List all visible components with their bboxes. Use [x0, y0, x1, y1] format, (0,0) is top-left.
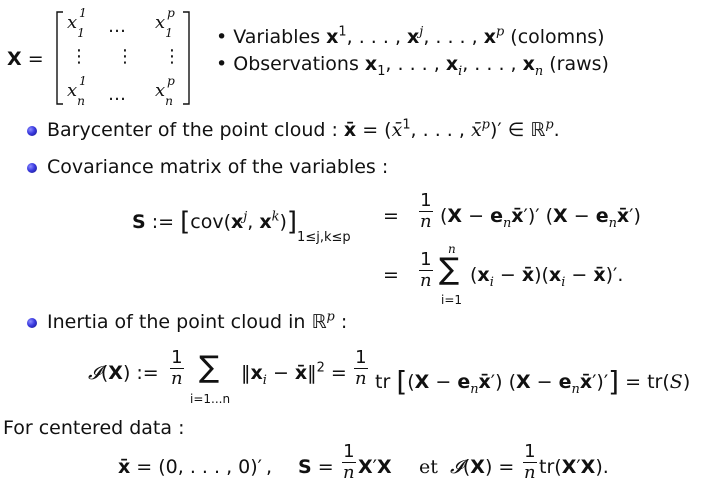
matrix-cell-2-1: ⋮ — [70, 46, 88, 67]
centered-comma: , — [266, 456, 273, 478]
matrix-cell-3-3: $x_n^p$ — [155, 74, 175, 108]
bullet-icon — [27, 318, 37, 328]
inertia-lhs: 𝓘(X) := — [88, 362, 159, 384]
sum-symbol: ∑ — [439, 252, 460, 287]
centered-et: et — [419, 456, 438, 478]
matrix-cell-2-2: ⋮ — [116, 46, 134, 67]
inertia-sum-range: i=1...n — [190, 392, 231, 406]
inertia-sum-symbol: ∑ — [199, 350, 220, 385]
centered-fraction-1: $\frac{1}{n}$ — [343, 441, 355, 483]
bullet-observations: • Observations $x_1$, . . . , $x_i$, . . . , $x_n$ (raws) — [216, 53, 609, 79]
barycenter-line: Barycenter of the point cloud : x̄ = (x̄$^1$, . . . , x̄$^p$)′ ∈ ℝ$^p$. — [47, 117, 560, 141]
centered-label: For centered data : — [3, 417, 185, 439]
bullet-icon — [27, 126, 37, 136]
inertia-trace: tr [$(X - e_nx̄')$ $(X - e_nx̄')'] = tr(S)$ — [375, 365, 691, 398]
matrix-cell-2-3: ⋮ — [163, 46, 181, 67]
covariance-lhs: S := [$cov(x^j$, $x^k)]_{1\le j,k\le p}$ — [132, 207, 351, 245]
inertia-fraction-2: $\frac{1}{n}$ — [355, 347, 367, 389]
bullet-icon — [27, 163, 37, 173]
inertia-fraction-1: $\frac{1}{n}$ — [171, 347, 183, 389]
inertia-norm: $‖x_i$ − x̄‖$^2$ = — [241, 360, 347, 388]
centered-mean: x̄ = (0, . . . , 0)′ — [118, 456, 262, 478]
sum-upper-limit: n — [448, 242, 456, 256]
matrix-cell-3-1: $x_n^1$ — [67, 74, 87, 108]
covariance-label: Covariance matrix of the variables : — [47, 156, 389, 178]
centered-fraction-2: $\frac{1}{n}$ — [524, 441, 536, 483]
matrix-cell-1-3: $x_1^p$ — [155, 6, 175, 40]
cov-fraction-1: $\frac{1}{n}$ — [420, 190, 432, 232]
covariance-rhs-1: $(X - e_nx̄')'$ $(X - e_nx̄')$ — [440, 205, 641, 231]
equals-sign-2: = — [383, 264, 399, 286]
matrix-cell-3-2: … — [108, 84, 126, 105]
matrix-lhs: X = — [7, 48, 44, 70]
centered-trace: tr(X′X). — [539, 456, 609, 478]
inertia-label: Inertia of the point cloud in ℝ$^p$ : — [47, 309, 348, 333]
equals-sign-1: = — [383, 205, 399, 227]
centered-S: S = — [298, 456, 334, 478]
centered-inertia: 𝓘(X) = — [450, 456, 515, 478]
matrix-cell-1-1: $x_1^1$ — [67, 6, 87, 40]
covariance-rhs-2: ($x_i$ − $x̄)(x_i$ − x̄)′. — [470, 264, 624, 290]
centered-xtx: X′X — [358, 456, 392, 478]
matrix-left-bracket — [55, 10, 65, 106]
matrix-right-bracket — [181, 10, 191, 106]
sum-lower-limit: i=1 — [441, 293, 463, 307]
matrix-cell-1-2: … — [108, 16, 126, 37]
bullet-variables: • Variables $x^1$, . . . , $x^j$, . . . , $x^p$ (colomns) — [216, 24, 605, 48]
cov-fraction-2: $\frac{1}{n}$ — [420, 249, 432, 291]
